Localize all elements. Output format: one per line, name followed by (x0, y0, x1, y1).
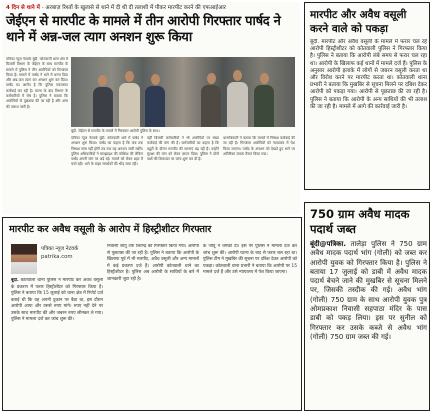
byline (41, 245, 111, 275)
article-body: बूंदी. मारपीट और अवैध वसूली के मामले में फरार चल रहे आरोपी हिस्ट्रीशीटर को कोतवाली पुलिस ने गिरफ्तार किया है। पुलिस ने बताया कि आरोपी लंबे समय से फरार चल रहा था। आरोपी के खिलाफ कई थानों में मामले दर्ज हैं। पुलिस के अनुसार आरोपी इलाके में लोगों से जबरन वसूली करता था और विरोध करने पर मारपीट करता था। कोतवाली थाना प्रभारी ने बताया कि मुखबिर से सूचना मिलने पर दबिश देकर आरोपी को पकड़ा गया। आरोपी से पूछताछ की जा रही है। पुलिस ने बताया कि आरोपी के अन्य साथियों की भी तलाश की जा रही है। मामले में आगे की कार्रवाई जारी है। (310, 39, 427, 110)
news-clipping-drug-seizure (304, 202, 430, 411)
article-body-text: तालेड़ा पुलिस ने 750 ग्राम अवैध मादक पदार्थ भांग (गोली) को जब्त कर आरोपी युवक को गिरफ्तार किया है। पुलिस ने बताया 17 जुलाई को डाबी में अवैध मादक पदार्थ बेचने जाने की मुखबिर से सूचना मिलने पर, जिसकी तस्दीक की गई। अवैध भांग (गोली) 750 ग्राम के साथ आरोपी युवक पुत्र ओमप्रकाश निवासी सहपाठा मंदिर के पास डाबी को पकड़ लिया। इस पर सुनील को गिरफ्तार कर उसके कब्जे से अवैध भांग (गोली) 750 ग्राम जब्त की गई। (310, 240, 427, 341)
headline: 750 ग्राम अवैध मादक पदार्थ जब्त (310, 207, 410, 236)
news-clipping-jen-assault (2, 2, 300, 214)
dateline: बूंदी. (11, 278, 19, 283)
arrest-photo (71, 57, 295, 127)
news-clipping-historysheeter (2, 217, 302, 411)
article-column-4: थानाधिकारी ने बताया कि मामले में निष्पक्ष कार्रवाई की जा रही है। गिरफ्तार आरोपियों को न्यायालय में पेश किया जाएगा। पार्षद के अनशन को देखते हुए थाने पर अतिरिक्त जाब्ता तैनात किया गया। (223, 136, 295, 156)
byline-network: पत्रिका न्यूज नेटवर्क (41, 246, 79, 252)
photo-caption: बूंदी. जेईएन से मारपीट के मामले में गिरफ्तार आरोपी पुलिस के साथ। (71, 129, 160, 133)
kicker (6, 3, 298, 13)
article-body (310, 240, 427, 408)
dateline: बूंदी@पत्रिका. (310, 240, 347, 248)
headline: मारपीट और अवैध वसूली करने वाले को पकड़ा (310, 9, 407, 35)
kicker-separator: - (39, 5, 46, 11)
article-column-1-text: कोतवाली थाना पुलिस ने मारपीट कर अवैध वसूली के प्रकरण में फरार हिस्ट्रीशीटर को गिरफ्तार किया है। पुलिस ने बताया कि 15 जुलाई को थाना क्षेत्र में रिपोर्ट दर्ज कराई थी कि वह अपनी दुकान पर बैठा था, इस दौरान आरोपी आया और उससे रुपए मांगे। रुपए नहीं देने पर उसके साथ मारपीट की और जबरन रुपए छीनकर ले गया। पुलिस ने मामला दर्ज कर जांच शुरू की। (11, 278, 103, 322)
kicker-text: अरबाज़ रिश्तों के खुलासे से थाने में दी थी दी तलाशी में पीकर मारपीट करने की एफआईआर (45, 5, 226, 11)
article-column-2: पत्रिका न्यूज नेटवर्क बूंदी. कोतवाली थाने में पार्षद ने अनशन शुरू किया। पार्षद का कहना है कि जब तक निष्पक्ष जांच नहीं होगी तब तक वह अनशन जारी रखेंगे। पुलिस अधिकारियों ने समझाइश की कोशिश की लेकिन पार्षद अपनी मांग पर अड़े रहे। मामले को लेकर शहर में चर्चा रही। थाने के बाहर समर्थकों की भीड़ जमा रही। (71, 136, 143, 167)
headline: मारपीट कर अवैध वसूली के आरोप में हिस्ट्रीशीटर गिरफ्तार (9, 224, 212, 235)
article-column-3: वहीं बिजली कर्मचारियों ने भी आरोपियों पर सख्त कार्रवाई की मांग की है। कर्मचारियों का कहना है कि ड्यूटी के दौरान मारपीट की घटनाएं बढ़ रही हैं। उन्होंने सुरक्षा की मांग को लेकर ज्ञापन दिया। पुलिस ने दोनों पक्षों की शिकायत पर जांच शुरू कर दी है। (147, 136, 219, 162)
article-column-1 (11, 278, 103, 408)
article-left-column: पत्रिका न्यूज नेटवर्क बूंदी. कोतवाली थाना क्षेत्र में बिजली विभाग के जेईएन के साथ मारपीट के मामले में पुलिस ने तीन आरोपियों को गिरफ्तार किया है। मामले में पार्षद ने थाने में धरना दिया और अन्न-जल त्याग कर अनशन शुरू कर दिया। पार्षद का आरोप है कि पुलिस एकतरफा कार्रवाई कर रही है। घटना के बाद विभाग के कर्मचारियों में रोष है। पुलिस ने बताया कि आरोपियों से पूछताछ की जा रही है और अन्य की तलाश जारी है। (6, 57, 68, 109)
headline: जेईएन से मारपीट के मामले में तीन आरोपी गिरफ्तार पार्षद ने थाने में अन्न-जल त्याग अनशन शुरू किया (6, 14, 281, 45)
kicker-date: 4 दिन से थाने में (6, 5, 40, 11)
article-column-2: निवासी जीतू उर्फ जितेन्द्र को गिरफ्तार किया गया। आरोपी से पूछताछ की जा रही है। पुलिस ने बताया कि आरोपी के खिलाफ पूर्व में भी मारपीट, अवैध वसूली और अन्य मामलों में कई प्रकरण दर्ज हैं। आरोपी कोतवाली थाने का हिस्ट्रीशीटर है। पुलिस अब आरोपी के साथियों के बारे में जानकारी जुटा रही है। (107, 244, 199, 282)
news-clipping-extortion-arrest (304, 2, 430, 190)
reporter-photo (11, 244, 37, 274)
article-column-3: के जीतू ने धमकी दी। इस पर पुलिस ने मामला दर्ज कर जांच शुरू की। आरोपी घटना के बाद से फरार चल रहा था। पुलिस टीम ने मुखबिर की सूचना पर दबिश देकर आरोपी को पकड़ा। कोतवाली थाना प्रभारी ने बताया कि आरोपी पर 15 मामले दर्ज हैं और उसे न्यायालय में पेश किया जाएगा। (203, 244, 297, 275)
byline-site: patrika.com (41, 254, 73, 260)
